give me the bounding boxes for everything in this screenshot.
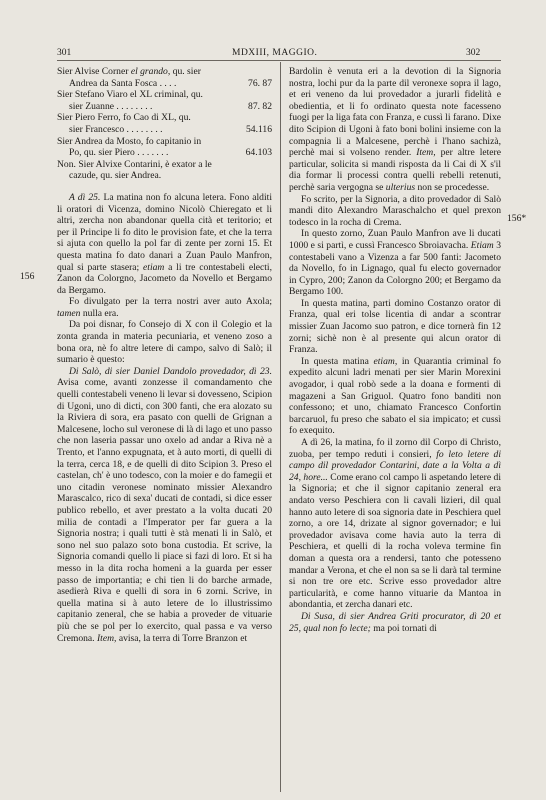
paragraph: Di Susa, di sier Andrea Griti procurator, dì 20 et 25, qual non fo lecte; ma poi tornati di	[289, 610, 501, 634]
paragraph: Da poi disnar, fo Consejo di X con il Colegio et la zonta granda in materia pecuniaria, et veneno zoso a bona ora, nè fo altre letere di campo, salvo di Salò; il sumario è questo:	[57, 319, 272, 366]
paragraph: Di Salò, di sier Daniel Dandolo provedador, dì 23. Avisa come, avanti zonzesse il comandamento che quelli contestabeli veneno li levar si dovesseno, Scipion di Ugoni, uno di dicti, con 300 fanti, che era alozato su la Riviera di sora, era pasato con quelli de Grignan a Malcesene, locho sul veronese di là di lago et uno passo che non laseria passar uno oxelo ad andar a Riva nè a Trento, et l'anno expugnata, et à auto morti, di quelli di la terra, cerca 18, e de quelli di dito Scipion 3. Preso el castelan, ch' è uno todesco, con la moier e do famegii et uno citadin veronese nominato missier Alexandro Marascalco, rico di sexa' ducati de contadi, si dice esser publico rebello, et aver prestato a la volta ducati 20 milia de contadi a l'Imperator per far guera a la Signoria nostra; i quali tutti è stà menati li in Salò, et sono nel suo palazo soto bona custodia. Et scrive, la Signoria comandi quello li piace si fazi di loro. Et si ha messo in la dita rocha homeni a la guarda per esser passo de importantia; e chi tien li do barche armade, asedierà Riva e quelli di sora in 6 zorni. Scrive, in quella matina si à auto letere de lo illustrissimo capitanio zeneral, che se habia a proveder de vituarie più che se pol per lo exercito, qual passa e va verso Cremona. Item, avisa, la terra di Torre Branzon et	[57, 365, 273, 644]
paragraph: A dì 26, la matina, fo il zorno dil Corpo di Christo, zuoba, per tempo reduti i consieri, fo leto letere di campo dil provedador Contarini, date a la Volta a dì 24, hore... Come erano col campo li aspetando letere di la Signoria; et che il signor capitanio zeneral era andato verso Peschiera con li cavali lizieri, dil qual hanno auto letere di soa signoria date in Peschiera quel zorno, a ore 14, drizate al signor governador; e lui provedador avisava come havia auto la terra di Peschiera, et quelli di la rocha voleva termine fin doman a questa ora a rendersi, tanto che potesseno mandar a Verona, et che el non sa se li darà tal termine si non tre ore etc. Scrive esso provedador altre particularità, e come hanno vituarie da Mantoa in abondantia, et zercha danari etc.	[289, 437, 502, 611]
paragraph: Bardolin è venuta eri a la devotion di la Signoria nostra, lochi pur da la parte dil veronexe sopra il lago, et eri veneno da lui provedador a jurarli fidelità e obedientia, et li fo ordinato questa note facesseno fuogi per la liga fata con Franza, e cussì li farano. Dixe dito Scipion di Ugoni à fato boni bolini insieme con la compagnia li a Malcesene, perchè i l'hano sachizà, perchè mai si volseno render. Item, per altre letere particular, solicita si mandi risposta da li Cai di X s'il dia formar li processi contra quelli rebelli retenuti, perchè saria vergogna se ulterius non se procedesse.	[289, 66, 502, 193]
list-item: Non. Sier Alvixe Contarini, è exator a le	[57, 158, 212, 170]
paragraph: Fo scrito, per la Signoria, a dito provedador di Salò mandi dito Alexandro Maraschalcho et quel prexon todesco in la rocha di Crema.	[289, 193, 501, 228]
paragraph: In questa matina etiam, in Quarantia criminal fo expedito alcuni ladri menati per sier Marin Morexini avogador, i qual robò sede a la doana e formenti di magazeni a San Griguol. Quatro fono banditi non confessono; et uno, chiamato Francesco Confortin barcaruol, fu preso che sabato el sia impicato; et cussì fo exequito.	[289, 355, 501, 437]
list-item: Po, qu. sier Piero . . . . . . . 64.103	[69, 147, 272, 159]
paragraph: Fo divulgato per la terra nostri aver auto Axola; tamen nulla era.	[57, 296, 272, 319]
list-item: cazude, qu. sier Andrea.	[69, 170, 162, 182]
left-column	[57, 66, 272, 644]
list-item: Andrea da Santa Fosca . . . . 76. 87	[69, 77, 272, 89]
member-list	[57, 66, 272, 182]
margin-note-right: 156*	[507, 213, 527, 224]
list-item: Sier Andrea da Mosto, fo capitanio in	[57, 135, 202, 147]
left-page-number: 301	[57, 48, 72, 58]
margin-note-left: 156	[20, 271, 35, 282]
right-page-number: 302	[466, 48, 481, 58]
running-header: MDXIII, MAGGIO.	[232, 48, 318, 58]
list-item: Sier Alvise Corner el grando, qu. sier	[57, 66, 201, 77]
right-column	[289, 66, 501, 634]
list-item: Sier Stefano Viaro el XL criminal, qu.	[57, 89, 203, 101]
paragraph: In questa matina, parti domino Costanzo orator di Franza, qual eri tolse licentia di andar a scontrar missier Zuan Jacomo suo patron, e dice tornerà fin 12 zorni; sichè non è al presente qui alcun orator di Franza.	[289, 297, 501, 356]
list-item: sier Zuanne . . . . . . . . 87. 82	[69, 100, 272, 112]
column-divider	[280, 62, 281, 792]
paragraph: A dì 25. La matina non fo alcuna letera. Fono alditi li oratori di Vicenza, domino Nicolò Chieregato et li altri, zercha non abandonar quella cità et teritorio; et per il Principe li fo dito le provision fate, et che la terra si ajuta con quello la pol far di zente per zorni 15. Et questa matina fo dato danari a Zuan Paulo Manfron, qual si parte stasera; etiam a li tre contestabeli electi, Zanon da Colorgno, Jacometo da Novello et Bergamo da Bergamo.	[57, 191, 272, 296]
list-item: Sier Piero Ferro, fo Cao di XL, qu.	[57, 112, 191, 124]
list-item: sier Francesco . . . . . . . . 54.116	[69, 123, 272, 135]
header-rule	[57, 60, 501, 61]
paragraph: In questo zorno, Zuan Paulo Manfron ave li ducati 1000 e si partì, e cussì Francesco Sbroiavacha. Etiam 3 contestabeli vano a Vizenza a far 500 fanti: Jacometo da Novello, fo in Lignago, qual fu electo governador in Cypro, 200; Zanon da Colorgno 200; et Bergamo da Bergamo 100.	[289, 228, 501, 298]
